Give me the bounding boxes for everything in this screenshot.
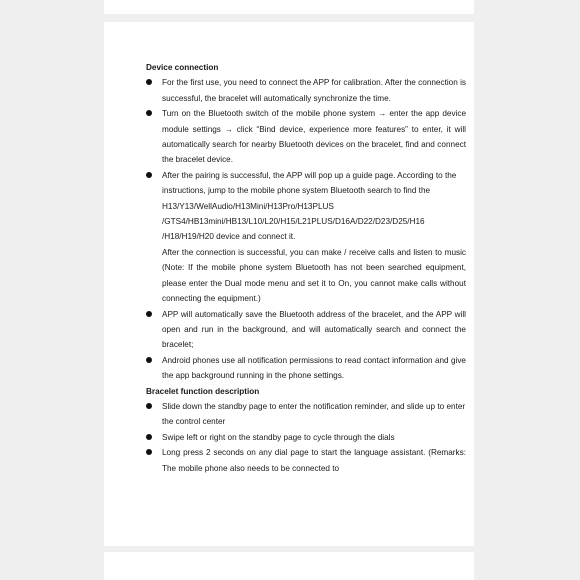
document-page <box>104 22 474 546</box>
list-item-text: Slide down the standby page to enter the notification reminder, and slide up to enter the control center <box>162 401 466 427</box>
list-item-text: Swipe left or right on the standby page to cycle through the dials <box>162 432 395 442</box>
list-item <box>146 399 466 430</box>
previous-page-edge <box>104 0 474 14</box>
bullet-icon <box>146 449 152 455</box>
list-item <box>146 430 466 445</box>
bullet-icon <box>146 110 152 116</box>
bullet-icon <box>146 172 152 178</box>
next-page-edge <box>104 552 474 580</box>
list-item-text: After the pairing is successful, the APP will pop up a guide page. According to the instructions, jump to the mobile phone system Bluetooth search to find the H13/Y13/WellAudio/H13Mini/H13Pro/H13PLUS /GTS4/HB13mini/HB13/L10/L20/H15/L21PLUS/D16A/D22/D23/D25/H16 /H18/H19/H20 device and connect it. <box>162 170 457 242</box>
bullet-icon <box>146 79 152 85</box>
bullet-icon <box>146 357 152 363</box>
bullet-icon <box>146 311 152 317</box>
list-item <box>146 106 466 168</box>
list-item <box>146 445 466 476</box>
list-item-text: Long press 2 seconds on any dial page to start the language assistant. (Remarks: The mobile phone also needs to be connected to <box>162 448 466 473</box>
section-heading-device-connection: Device connection <box>146 63 219 72</box>
list-item <box>146 168 466 245</box>
list-item <box>146 353 466 384</box>
list-item-text: Turn on the Bluetooth switch of the mobile phone system → enter the app device module settings → click “Bind device, experience more features” to enter, it will automatically search for nearby Bluetooth devices on the bracelet, find and connect the bracelet device. <box>162 109 466 165</box>
list-item-text: For the first use, you need to connect the APP for calibration. After the connection is successful, the bracelet will automatically synchronize the time. <box>162 78 466 103</box>
section-heading-bracelet-functions: Bracelet function description <box>146 386 260 396</box>
bullet-icon <box>146 403 152 409</box>
bullet-icon <box>146 434 152 440</box>
note-paragraph: After the connection is successful, you can make / receive calls and listen to music (Note: If the mobile phone system Bluetooth has not been searched equipment, please enter the Dual mode menu and set it to On, you cannot make calls without connecting the equipment.) <box>162 247 466 304</box>
list-item-text: Android phones use all notification permissions to read contact information and give the app background running in the phone settings. <box>162 355 466 381</box>
document-content <box>146 60 466 476</box>
list-item <box>146 75 466 106</box>
list-item-text: APP will automatically save the Bluetooth address of the bracelet, and the APP will open and run in the background, and will automatically search and connect the bracelet; <box>162 309 466 350</box>
list-item <box>146 307 466 353</box>
